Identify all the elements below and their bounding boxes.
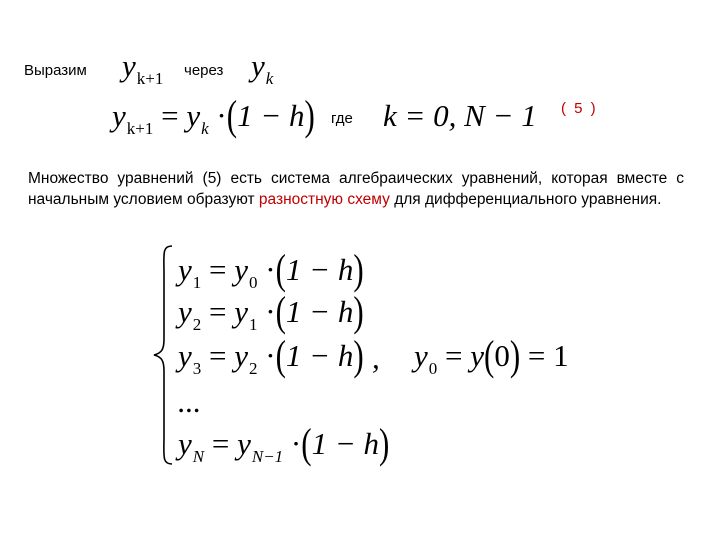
initial-condition: $y_0 = y(0) = 1$ xyxy=(414,331,569,380)
system-comma: , xyxy=(372,340,380,375)
where-label: где xyxy=(331,110,353,127)
through-label: через xyxy=(184,62,224,79)
index-range: k = 0, N − 1 xyxy=(383,98,537,133)
y-k-symbol: $y_k$ xyxy=(251,48,274,88)
difference-scheme-term: разностную схему xyxy=(258,191,390,208)
system-ellipsis: ... xyxy=(178,384,202,419)
recurrence-equation: $y_{k+1} = y_k \cdot(1 - h)$ xyxy=(112,91,315,140)
system-row: $y_2 = y_1 \cdot(1 - h)$ xyxy=(178,287,364,336)
system-row: $y_3 = y_2 \cdot(1 - h)$ xyxy=(178,331,364,380)
description-paragraph: Множество уравнений (5) есть система алгебраических уравнений, которая вместе с начальным условием образуют разностную схему для дифференциального уравнения. xyxy=(28,170,684,208)
system-row: $y_N = y_{N-1} \cdot(1 - h)$ xyxy=(178,419,390,468)
y-k-plus-1-symbol: $y_{k+1}$ xyxy=(122,48,164,88)
system-row: $y_1 = y_0 \cdot(1 - h)$ xyxy=(178,245,364,294)
system-brace xyxy=(150,244,176,466)
express-label: Выразим xyxy=(24,62,87,79)
equation-number: ( 5 ) xyxy=(561,100,598,117)
